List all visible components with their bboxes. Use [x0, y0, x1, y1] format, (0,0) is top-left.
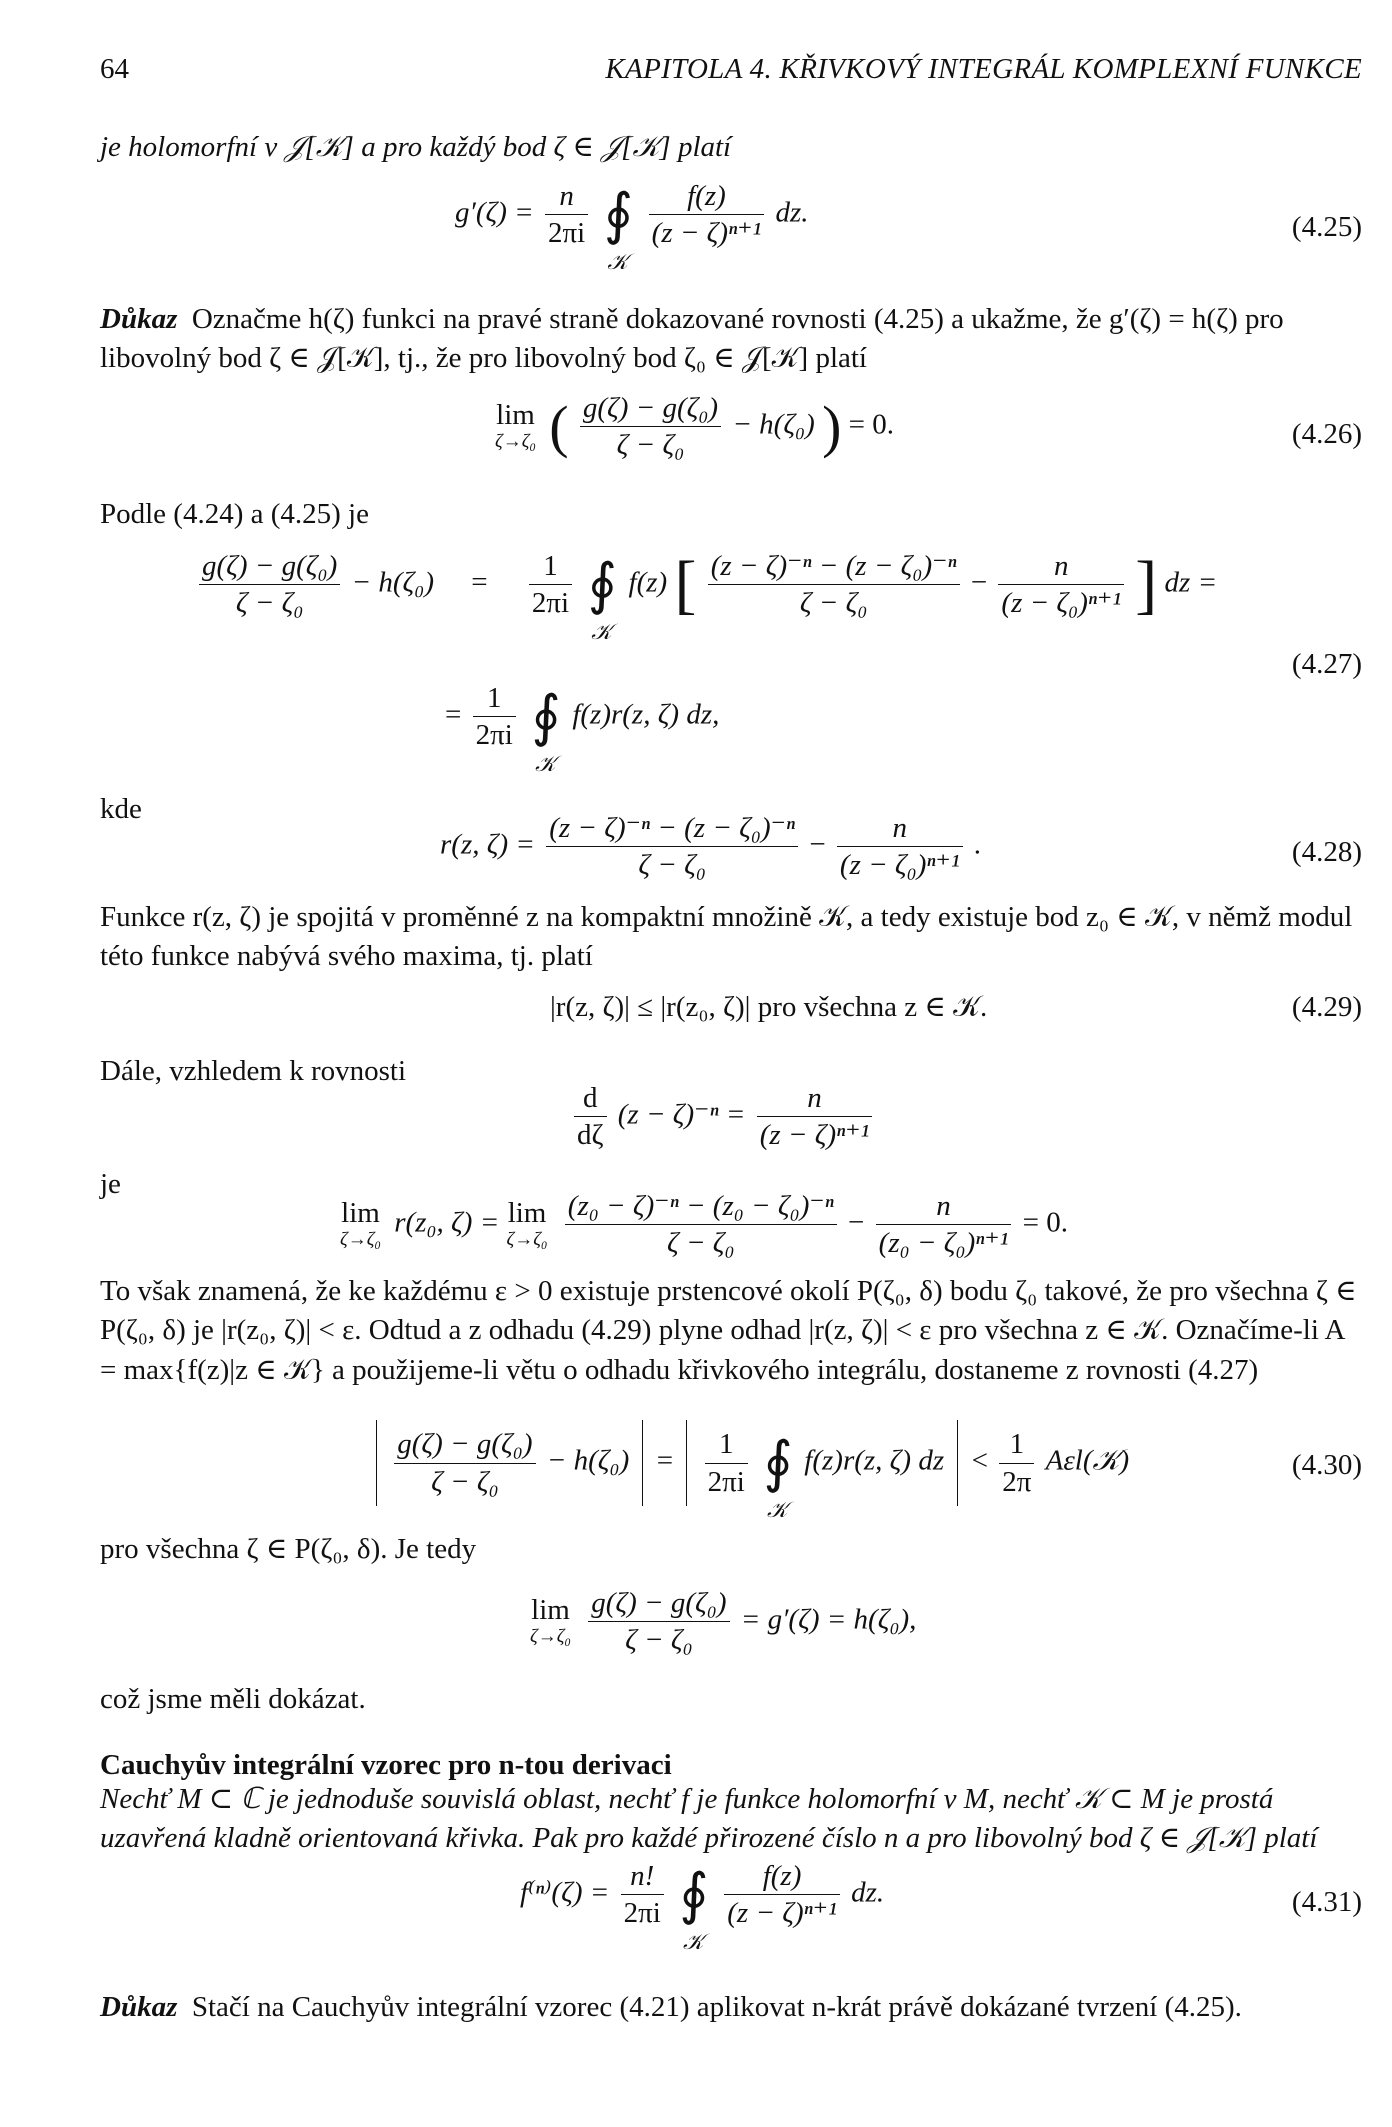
theorem-title: Cauchyův integrální vzorec pro n-tou derivaci [100, 1749, 672, 1781]
proof-paragraph-1: Důkaz Označme h(ζ) funkci na pravé straně dokazované rovnosti (4.25) a ukažme, že g′(ζ) = h(ζ) pro libovolný bod ζ ∈ 𝒥[𝒦], tj., že pro libovolný bod ζ₀ ∈ 𝒥[𝒦] platí [100, 303, 1284, 375]
equation-limit-r: lim ζ→ζ₀ r(z₀, ζ) = lim ζ→ζ₀ $\frac{\text{(z₀ − ζ)⁻ⁿ − (z₀ − ζ₀)⁻ⁿ}}{\text{ζ − ζ₀}}$ − $\frac{n}{\text{(z₀ − ζ₀)ⁿ⁺¹}}$ = 0. [340, 1190, 1068, 1260]
proof-paragraph-2: Důkaz Stačí na Cauchyův integrální vzorec (4.21) aplikovat n-krát právě dokázané tvrzení (4.25). [100, 1991, 1242, 2023]
equation-number-4-30: (4.30) [1291, 1449, 1362, 1481]
coz-line: což jsme měli dokázat. [100, 1683, 366, 1715]
equation-derivative: $\frac{d}{d\zeta}$ (z − ζ)⁻ⁿ = $\frac{n}{\text{(z − ζ)ⁿ⁺¹}}$ [570, 1080, 876, 1154]
equation-number-4-27: (4.27) [1291, 648, 1362, 680]
equation-final-limit: lim ζ→ζ₀ $\frac{\text{g(ζ) − g(ζ₀)}}{\text{ζ − ζ₀}}$ = g′(ζ) = h(ζ₀), [530, 1587, 917, 1657]
equation-4-31: f⁽ⁿ⁾(ζ) = $\frac{n!}{2\pi i}$ ∮ 𝒦 $\frac{f(z)}{\text{(z − ζ)ⁿ⁺¹}}$ dz. [520, 1860, 885, 1954]
contour-integral-sign: ∮ 𝒦 [531, 685, 561, 776]
equation-4-25: g′(ζ) = $\frac{n}{2\pi i}$ ∮ 𝒦 $\frac{f(z)}{\text{(z − ζ)ⁿ⁺¹}}$ dz. [455, 180, 809, 274]
contour-integral-sign: ∮ 𝒦 [763, 1432, 793, 1522]
pro-vsechna-line: pro všechna ζ ∈ P(ζ₀, δ). Je tedy [100, 1533, 477, 1565]
proof-label: Důkaz [100, 1991, 178, 2023]
je-line: je [100, 1168, 121, 1200]
page-header [100, 50, 1362, 90]
equation-number-4-25: (4.25) [1291, 211, 1362, 243]
equation-4-27-line-1: $\frac{\text{g(ζ) − g(ζ₀)}}{\text{ζ − ζ₀}}$ − h(ζ₀) = $\frac{1}{2\pi i}$ ∮ 𝒦 f(z) [ $\frac{\text{(z − ζ)⁻ⁿ − (z − ζ₀)⁻ⁿ}}{\text{ζ − ζ₀}}$ − $\frac{n}{\text{(z − ζ₀)ⁿ⁺¹}}$ ] dz = [195, 548, 1217, 622]
dale-line: Dále, vzhledem k rovnosti [100, 1055, 407, 1087]
proof-label: Důkaz [100, 303, 178, 335]
equation-number-4-26: (4.26) [1291, 418, 1362, 450]
contour-integral-sign: ∮ 𝒦 [603, 183, 634, 274]
equation-4-26: lim ζ→ζ₀ ( $\frac{\text{g(ζ) − g(ζ₀)}}{\text{ζ − ζ₀}}$ − h(ζ₀) ) = 0. [495, 392, 894, 462]
running-head: KAPITOLA 4. KŘIVKOVÝ INTEGRÁL KOMPLEXNÍ FUNKCE [605, 53, 1362, 85]
equation-4-28: r(z, ζ) = $\frac{\text{(z − ζ)⁻ⁿ − (z − ζ₀)⁻ⁿ}}{\text{ζ − ζ₀}}$ − $\frac{n}{\text{(z − ζ₀)ⁿ⁺¹}}$ . [440, 812, 982, 882]
equation-number-4-28: (4.28) [1291, 836, 1362, 868]
contour-integral-sign: ∮ 𝒦 [679, 1863, 709, 1954]
paragraph-to: To však znamená, že ke každému ε > 0 existuje prstencové okolí P(ζ₀, δ) bodu ζ₀ takové, že pro všechna ζ ∈ P(ζ₀, δ) je |r(z₀, ζ)| < ε. Odtud a z odhadu (4.29) plyne odhad |r(z, ζ)| < ε pro všechna z ∈ 𝒦. Označíme-li A = max{f(z)|z ∈ 𝒦} a použijeme-li větu o odhadu křivkového integrálu, dostaneme z rovnosti (4.27) [100, 1275, 1357, 1386]
equation-number-4-29: (4.29) [1291, 991, 1362, 1023]
contour-integral-sign: ∮ 𝒦 [587, 553, 617, 644]
page-number: 64 [100, 53, 129, 85]
intro-line: je holomorfní v 𝒥[𝒦] a pro každý bod ζ ∈ 𝒥[𝒦] platí [100, 131, 732, 163]
kde-line: kde [100, 793, 142, 825]
equation-4-27-line-2: = $\frac{1}{2\pi i}$ ∮ 𝒦 f(z)r(z, ζ) dz, [445, 682, 720, 776]
theorem-statement: Nechť M ⊂ ℂ je jednoduše souvislá oblast, nechť f je funkce holomorfní v M, nechť 𝒦 ⊂ M je prostá uzavřená kladně orientovaná křivka. Pak pro každé přirozené číslo n a pro libovolný bod ζ ∈ 𝒥[𝒦] platí [100, 1783, 1318, 1855]
equation-number-4-31: (4.31) [1291, 1886, 1362, 1918]
equation-4-30: $\frac{\text{g(ζ) − g(ζ₀)}}{\text{ζ − ζ₀}}$ − h(ζ₀) = $\frac{1}{2\pi i}$ ∮ 𝒦 f(z)r(z, ζ) dz < $\frac{1}{2\pi}$ Aεl(𝒦) [370, 1420, 1129, 1506]
paragraph-funkce: Funkce r(z, ζ) je spojitá v proměnné z na kompaktní množině 𝒦, a tedy existuje bod z₀ ∈ 𝒦, v němž modul této funkce nabývá svého maxima, tj. platí [100, 901, 1353, 973]
equation-4-29: |r(z, ζ)| ≤ |r(z₀, ζ)| pro všechna z ∈ 𝒦. [550, 991, 988, 1023]
podle-line: Podle (4.24) a (4.25) je [100, 498, 369, 530]
